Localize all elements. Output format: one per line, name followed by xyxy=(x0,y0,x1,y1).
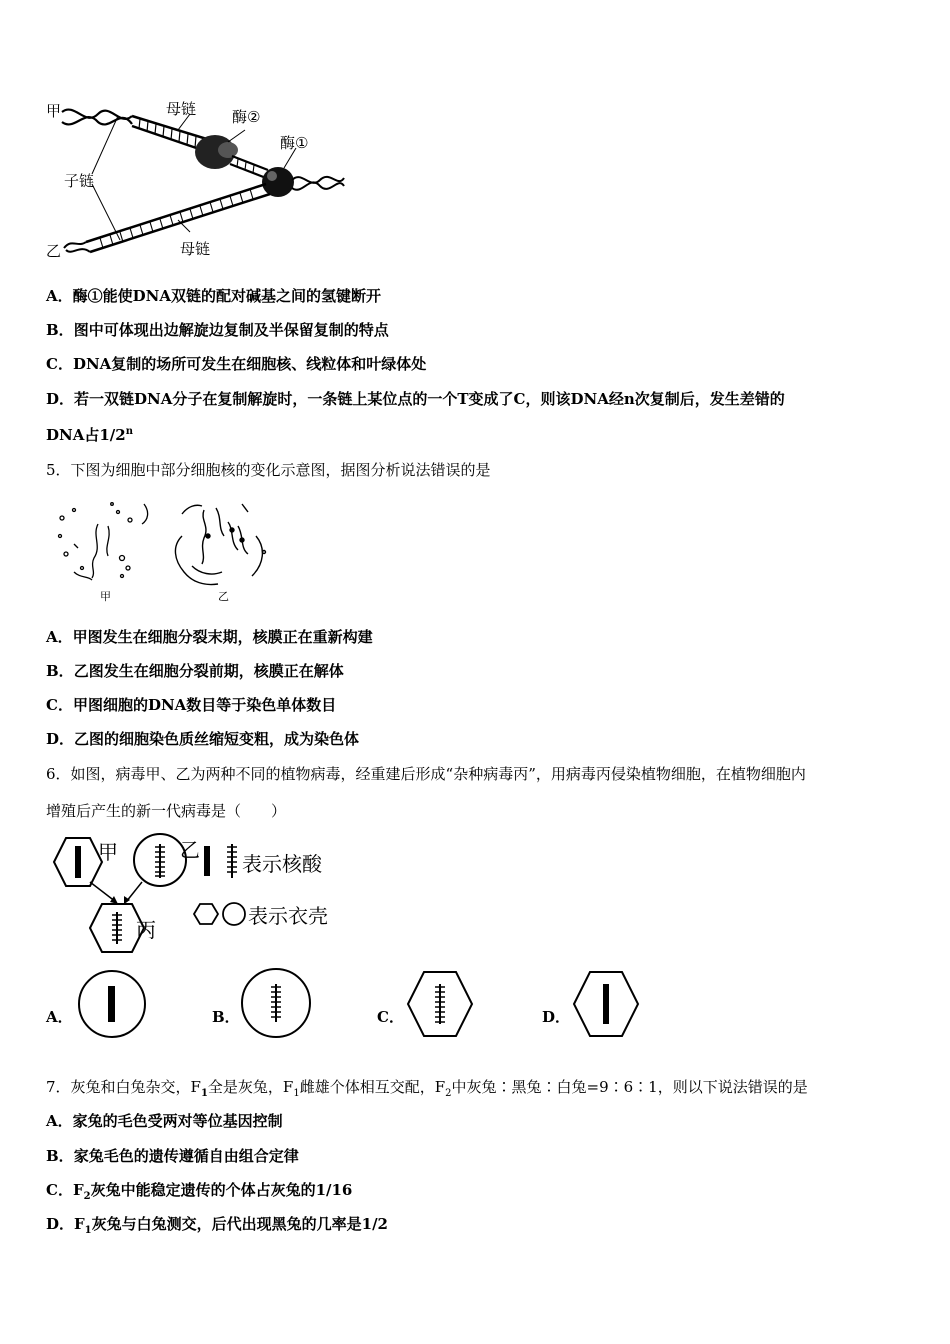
label-mother-strand-bottom: 母链 xyxy=(180,240,211,258)
q6-stem-line-2: 增殖后产生的新一代病毒是（ ） xyxy=(46,802,287,820)
cell-label-yi: 乙 xyxy=(218,590,229,603)
q6-choice-a-label: A． xyxy=(46,1008,73,1026)
q6-choice-d-label: D． xyxy=(542,1008,571,1026)
q6-choice-d-figure xyxy=(570,968,642,1044)
q4-option-d-continued: DNA占1/2$^n$ xyxy=(46,426,133,444)
label-enzyme-1: 酶① xyxy=(280,134,309,152)
q6-choice-b-figure xyxy=(240,966,312,1044)
cell-nucleus-figure xyxy=(52,496,282,604)
q7-option-a: A．家兔的毛色受两对等位基因控制 xyxy=(46,1112,283,1130)
q5-option-d: D．乙图的细胞染色质丝缩短变粗，成为染色体 xyxy=(46,730,360,748)
q5-option-c: C．甲图细胞的DNA数目等于染色单体数目 xyxy=(46,696,337,714)
virus-label-yi: 乙 xyxy=(180,838,200,862)
cell-figure-drawing xyxy=(52,496,282,604)
q6-choice-a-figure xyxy=(76,968,148,1044)
virus-label-jia: 甲 xyxy=(98,840,118,864)
label-daughter-strand: 子链 xyxy=(64,172,95,190)
q4-option-d: D．若一双链DNA分子在复制解旋时，一条链上某位点的一个T变成了C，则该DNA经n次复制后，发生差错的 xyxy=(46,390,785,408)
q7-stem: 7．灰兔和白兔杂交，$F_1$全是灰兔，$F_1$雌雄个体相互交配，$F_2$中灰兔∶黑兔∶白兔=9∶6∶1，则以下说法错误的是 xyxy=(46,1078,808,1099)
legend-nucleic-acid: 表示核酸 xyxy=(242,852,322,876)
cell-label-jia: 甲 xyxy=(100,590,111,603)
virus-figure xyxy=(44,828,354,956)
label-yi: 乙 xyxy=(46,242,62,260)
q7-option-d: D．$F_1$灰兔与白兔测交，后代出现黑兔的几率是1/2 xyxy=(46,1215,388,1236)
q6-choice-c-label: C． xyxy=(377,1008,404,1026)
q4-option-a: A．酶①能使DNA双链的配对碱基之间的氢键断开 xyxy=(46,287,381,305)
label-jia: 甲 xyxy=(46,102,62,120)
virus-label-bing: 丙 xyxy=(136,918,156,942)
q7-option-c: C．$F_2$灰兔中能稳定遗传的个体占灰兔的1/16 xyxy=(46,1181,353,1202)
q4-option-c: C．DNA复制的场所可发生在细胞核、线粒体和叶绿体处 xyxy=(46,355,427,373)
q4-option-b: B．图中可体现出边解旋边复制及半保留复制的特点 xyxy=(46,321,389,339)
legend-capsid: 表示衣壳 xyxy=(248,904,328,928)
q5-option-b: B．乙图发生在细胞分裂前期，核膜正在解体 xyxy=(46,662,344,680)
q5-option-a: A．甲图发生在细胞分裂末期，核膜正在重新构建 xyxy=(46,628,373,646)
label-enzyme-2: 酶② xyxy=(232,108,261,126)
q5-stem: 5．下图为细胞中部分细胞核的变化示意图，据图分析说法错误的是 xyxy=(46,461,491,479)
q6-stem-line-1: 6．如图，病毒甲、乙为两种不同的植物病毒，经重建后形成“杂种病毒丙”，用病毒丙侵染植物细胞，在植物细胞内 xyxy=(46,765,806,783)
q6-choice-c-figure xyxy=(404,968,476,1044)
q7-option-b: B．家兔毛色的遗传遵循自由组合定律 xyxy=(46,1147,299,1165)
label-mother-strand-top: 母链 xyxy=(166,100,197,118)
dna-replication-figure xyxy=(40,92,350,262)
q6-choice-b-label: B． xyxy=(212,1008,240,1026)
